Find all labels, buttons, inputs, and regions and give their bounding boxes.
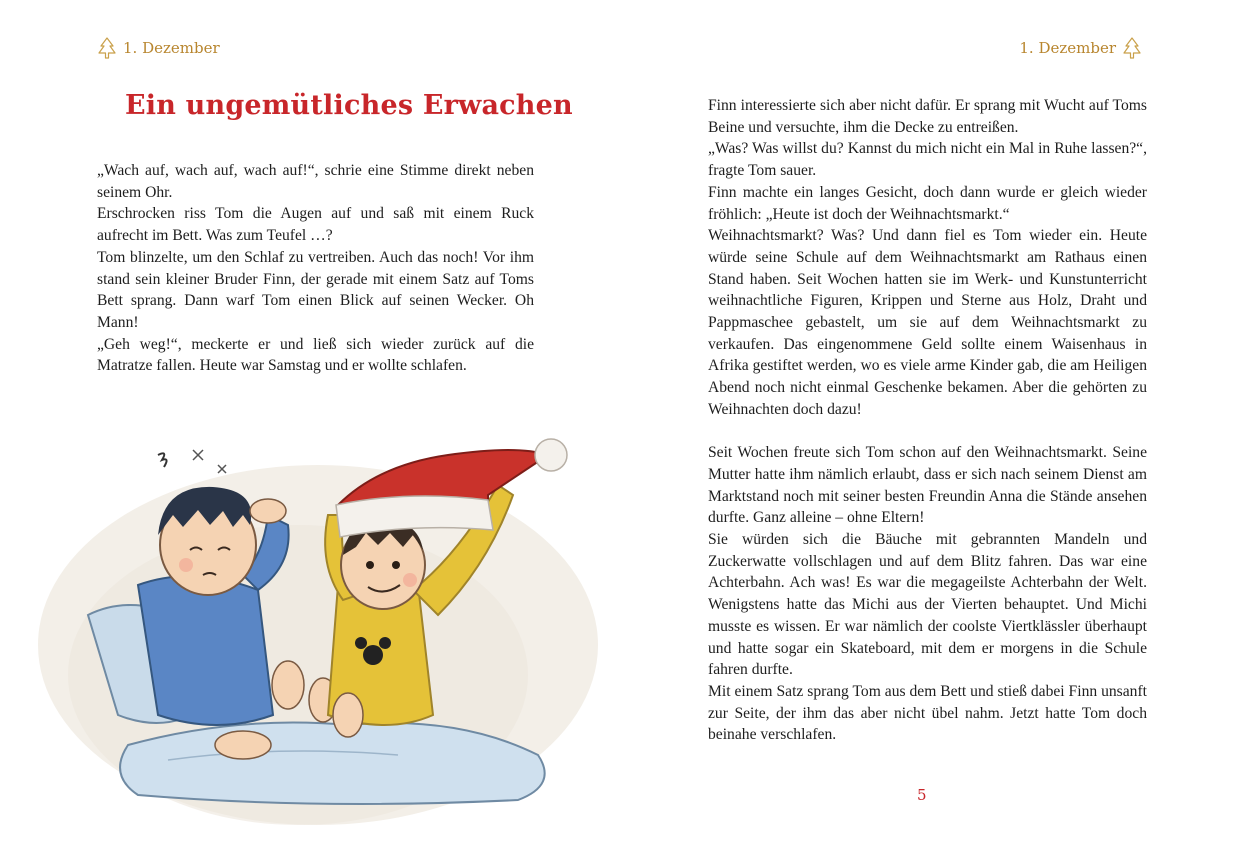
running-head-label: 1. Dezember <box>1019 39 1116 57</box>
right-page-text <box>708 95 1147 746</box>
paragraph: Seit Wochen freute sich Tom schon auf den Weihnachtsmarkt. Seine Mutter hatte ihm nämlich erlaubt, dass er sich nach seinem Dienst am Marktstand noch mit seiner besten Freundin Anna die Stände ansehen durfte. Ganz alleine – ohne Eltern! <box>708 444 1147 527</box>
left-page-text <box>97 160 534 377</box>
paragraph: Tom blinzelte, um den Schlaf zu vertreiben. Auch das noch! Vor ihm stand sein kleiner Bruder Finn, der gerade mit einem Satz auf Toms Bett sprang. Dann warf Tom einen Blick auf seinen Wecker. Oh Mann! <box>97 248 534 331</box>
paragraph: Erschrocken riss Tom die Augen auf und saß mit einem Ruck aufrecht im Bett. Was zum Teufel …? <box>97 205 534 245</box>
paragraph: Sie würden sich die Bäuche mit gebrannten Mandeln und Zuckerwatte vollschlagen und auf dem Blitz fahren. Das war eine Achterbahn. Ach was! Es war die megageilste Achterbahn der Welt. Wenigstens hatte das Michi aus der Vierten behauptet. Und Michi musste es wissen. Er war nämlich der coolste Viertklässler überhaupt und hatte sogar ein Skateboard, mit dem er morgens in die Schule fahren durfte. <box>708 531 1147 679</box>
paragraph-break <box>708 421 1147 443</box>
running-head-label: 1. Dezember <box>123 39 220 57</box>
illustration-boys-in-bed <box>18 415 608 835</box>
page-number: 5 <box>917 786 927 804</box>
paragraph: „Was? Was willst du? Kannst du mich nicht ein Mal in Ruhe lassen?“, fragte Tom sauer. <box>708 140 1147 180</box>
running-head-right <box>1019 37 1142 59</box>
chapter-title: Ein ungemütliches Erwachen <box>125 90 573 121</box>
paragraph: Weihnachtsmarkt? Was? Und dann fiel es Tom wieder ein. Heute würde seine Schule auf dem Weihnachtsmarkt am Rathaus einen Stand haben. Seit Wochen hatten sie im Werk- und Kunstunterricht weihnachtliche Figuren, Krippen und Sterne aus Holz, Draht und Pappmaschee gebastelt, um sie auf dem Weihnachtsmarkt zu verkaufen. Das eingenommene Geld sollte einem Waisenhaus in Afrika gestiftet werden, wo es viele arme Kinder gab, die am Heiligen Abend noch nicht einmal Geschenke bekamen. Aber die gehörten zu Weihnachten doch dazu! <box>708 227 1147 418</box>
paragraph: „Geh weg!“, meckerte er und ließ sich wieder zurück auf die Matratze fallen. Heute war Samstag und er wollte schlafen. <box>97 335 534 375</box>
paragraph: Finn interessierte sich aber nicht dafür. Er sprang mit Wucht auf Toms Beine und versuchte, ihm die Decke zu entreißen. <box>708 97 1147 136</box>
paragraph: Mit einem Satz sprang Tom aus dem Bett und stieß dabei Finn unsanft zur Seite, der ihm das aber nicht übel nahm. Jetzt hatte Tom doch beinahe verschlafen. <box>708 682 1147 744</box>
paragraph: Finn machte ein langes Gesicht, doch dann wurde er gleich wieder fröhlich: „Heute ist doch der Weihnachtsmarkt.“ <box>708 183 1147 223</box>
right-page <box>620 0 1239 860</box>
paragraph: „Wach auf, wach auf, wach auf!“, schrie eine Stimme direkt neben seinem Ohr. <box>97 162 534 201</box>
christmas-tree-icon <box>1122 37 1142 59</box>
running-head-left <box>97 37 220 59</box>
christmas-tree-icon <box>97 37 117 59</box>
